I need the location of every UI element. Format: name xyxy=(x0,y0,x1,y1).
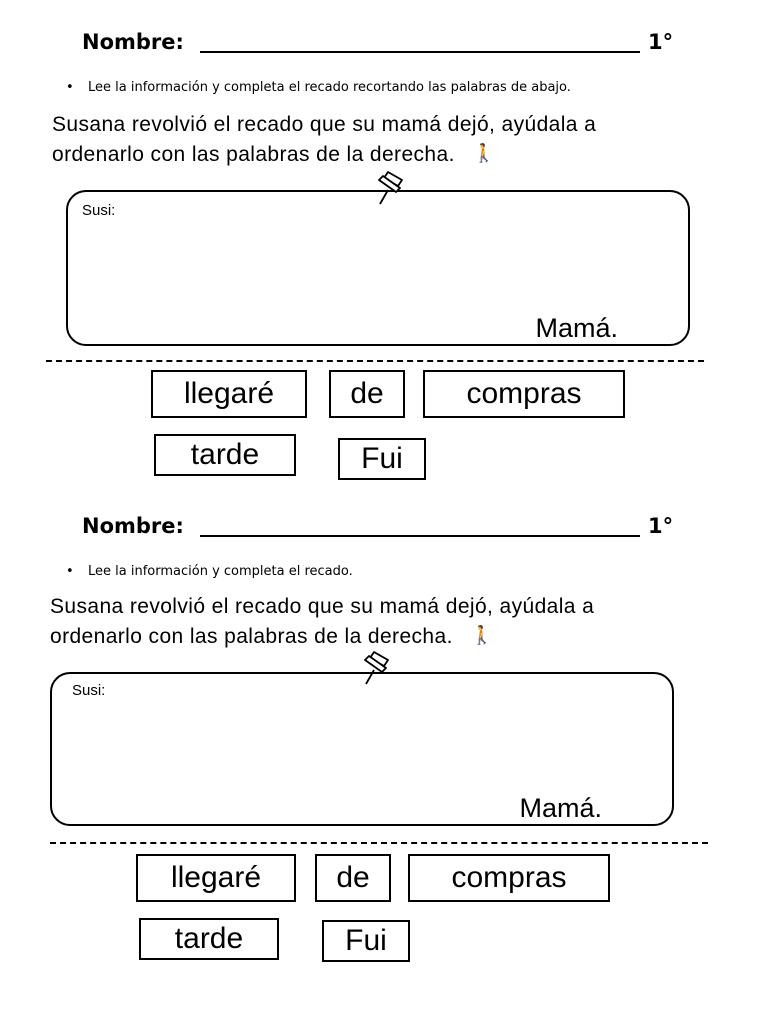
bullet-icon: • xyxy=(66,80,74,95)
prompt-line-1: Susana revolvió el recado que su mamá dejó, ayúdala a xyxy=(52,113,597,136)
word-card[interactable]: llegaré xyxy=(136,854,296,902)
prompt xyxy=(50,592,690,651)
word-card[interactable]: llegaré xyxy=(151,370,307,418)
word-card[interactable]: tarde xyxy=(139,918,279,960)
note-greeting: Susi: xyxy=(82,202,116,219)
note-box xyxy=(50,672,674,826)
word-card[interactable]: de xyxy=(329,370,405,418)
worksheet-1 xyxy=(0,0,768,500)
prompt xyxy=(52,110,692,169)
pushpin-icon xyxy=(374,166,410,206)
grade-label: 1° xyxy=(648,514,674,538)
note-signature: Mamá. xyxy=(519,793,602,823)
word-card[interactable]: de xyxy=(315,854,391,902)
person-icon: 🚶 xyxy=(470,625,494,645)
name-label: Nombre: xyxy=(82,30,184,54)
word-card[interactable]: compras xyxy=(408,854,610,902)
note-box xyxy=(66,190,690,346)
grade-label: 1° xyxy=(648,30,674,54)
pushpin-icon xyxy=(360,646,396,686)
word-card[interactable]: Fui xyxy=(338,438,426,480)
name-blank-line xyxy=(200,51,640,53)
prompt-line-2: ordenarlo con las palabras de la derecha. xyxy=(52,143,455,166)
note-greeting: Susi: xyxy=(72,682,106,699)
bullet-icon: • xyxy=(66,564,74,579)
cut-line xyxy=(46,360,704,362)
worksheet-2 xyxy=(0,484,768,984)
word-card[interactable]: Fui xyxy=(322,920,410,962)
instruction xyxy=(66,80,571,95)
cut-line xyxy=(50,842,708,844)
prompt-line-1: Susana revolvió el recado que su mamá dejó, ayúdala a xyxy=(50,595,595,618)
instruction xyxy=(66,564,353,579)
prompt-line-2: ordenarlo con las palabras de la derecha. xyxy=(50,625,453,648)
name-blank-line xyxy=(200,535,640,537)
word-card[interactable]: compras xyxy=(423,370,625,418)
instruction-text: Lee la información y completa el recado recortando las palabras de abajo. xyxy=(88,80,571,95)
word-card[interactable]: tarde xyxy=(154,434,296,476)
name-label: Nombre: xyxy=(82,514,184,538)
note-signature: Mamá. xyxy=(535,313,618,343)
person-icon: 🚶 xyxy=(472,143,496,163)
instruction-text: Lee la información y completa el recado. xyxy=(88,564,353,579)
